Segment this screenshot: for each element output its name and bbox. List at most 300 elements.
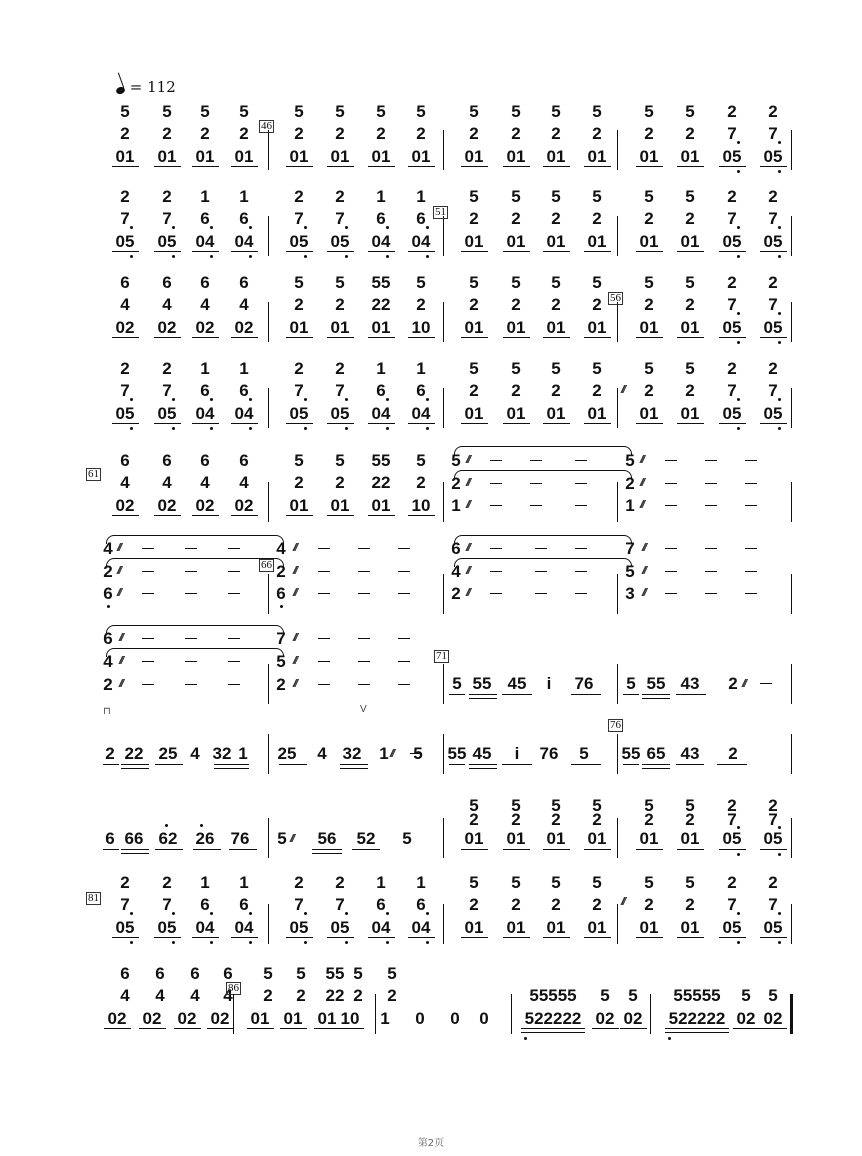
underline-beam [192, 423, 219, 424]
note-digit: 2 [644, 895, 654, 914]
octave-dot [345, 941, 348, 944]
quarter-note-icon [115, 86, 126, 96]
note-digit: 2 [239, 124, 249, 143]
octave-dot [172, 427, 175, 430]
octave-dot [304, 398, 307, 401]
hold-dash [490, 505, 502, 506]
note-digit: 55555 [529, 986, 577, 1005]
barline [268, 302, 269, 342]
octave-dot [737, 912, 740, 915]
underline-beam [676, 764, 704, 765]
octave-dot [778, 255, 781, 258]
note-digit: 2 [511, 895, 521, 914]
barline [791, 818, 792, 858]
note-digit: 2 [551, 209, 561, 228]
hold-dash [705, 460, 717, 461]
underline-beam [121, 853, 149, 854]
hold-dash [228, 571, 240, 572]
underline-beam [461, 337, 488, 338]
pitch-pair: 01 [115, 147, 135, 166]
note-digit: 5 [451, 451, 461, 470]
note-digit: 4 [200, 473, 210, 492]
pitch-pair: 02 [595, 1009, 615, 1028]
underline-beam [286, 251, 313, 252]
melody-note: 45 [472, 744, 492, 763]
note-digit: 2 [592, 209, 602, 228]
melody-note: 5 [626, 674, 636, 693]
underline-beam [584, 337, 611, 338]
melody-note: 2 [728, 744, 738, 763]
note-digit: 2 [200, 124, 210, 143]
octave-dot [172, 912, 175, 915]
note-digit: 5 [263, 964, 273, 983]
underline-beam [337, 1028, 364, 1029]
hold-dash [142, 571, 154, 572]
note-digit: 22 [325, 986, 345, 1005]
hold-dash [318, 548, 330, 549]
underline-beam [112, 937, 139, 938]
tremolo-mark: /// [117, 587, 121, 599]
pitch-pair: 01 [371, 318, 391, 337]
underline-beam [584, 423, 611, 424]
underline-beam [543, 166, 570, 167]
hold-dash [665, 483, 677, 484]
note-digit: 4 [103, 539, 113, 558]
hold-dash [228, 684, 240, 685]
pitch-pair: 0 [479, 1009, 489, 1028]
tremolo-mark: /// [640, 454, 644, 466]
underline-beam [461, 166, 488, 167]
octave-dot [778, 427, 781, 430]
note-digit: 1 [416, 873, 426, 892]
barline [617, 734, 618, 774]
barline [443, 904, 444, 944]
underline-beam [543, 251, 570, 252]
tremolo-mark: /// [293, 565, 297, 577]
pitch-pair: 01 [195, 147, 215, 166]
octave-dot [737, 226, 740, 229]
note-digit: 2 [592, 124, 602, 143]
note-digit: 7 [162, 895, 172, 914]
measure-number: 81 [88, 892, 99, 904]
hold-dash [575, 571, 587, 572]
tempo-marking [116, 78, 176, 96]
note-digit: 7 [768, 895, 778, 914]
underline-beam [584, 937, 611, 938]
underline-beam [620, 1028, 647, 1029]
note-digit: 4 [162, 473, 172, 492]
octave-dot [249, 912, 252, 915]
pitch-pair: 05 [763, 918, 783, 937]
note-digit: 2 [103, 675, 113, 694]
underline-beam [112, 423, 139, 424]
underline-beam [636, 251, 663, 252]
note-digit: 5 [625, 451, 635, 470]
octave-dot [778, 226, 781, 229]
note-digit: 5 [551, 796, 561, 815]
note-digit: 7 [768, 209, 778, 228]
tremolo-mark: /// [621, 384, 625, 396]
tremolo-mark: /// [742, 678, 746, 690]
note-digit: 1 [239, 873, 249, 892]
note-digit: 7 [294, 381, 304, 400]
note-digit: 1 [416, 187, 426, 206]
underline-beam [469, 698, 497, 699]
underline-beam [503, 166, 530, 167]
underline-beam [521, 1028, 585, 1029]
note-digit: 2 [387, 986, 397, 1005]
pitch-pair: 01 [464, 829, 484, 848]
note-digit: 2 [276, 675, 286, 694]
note-digit: 7 [768, 295, 778, 314]
note-digit: 2 [592, 381, 602, 400]
tremolo-mark: /// [466, 565, 470, 577]
note-digit: 5 [296, 964, 306, 983]
barline [617, 388, 618, 428]
note-digit: 2 [727, 796, 737, 815]
octave-dot [130, 912, 133, 915]
tempo-text: = 112 [129, 78, 176, 96]
pitch-pair: 01 [546, 318, 566, 337]
note-digit: 1 [200, 187, 210, 206]
note-digit: 2 [625, 474, 635, 493]
pitch-pair: 02 [623, 1009, 643, 1028]
hold-dash [490, 571, 502, 572]
hold-dash [185, 571, 197, 572]
underline-beam [192, 251, 219, 252]
underline-beam [139, 1028, 166, 1029]
pitch-pair: 04 [234, 918, 254, 937]
underline-beam [327, 337, 354, 338]
octave-dot [778, 941, 781, 944]
pitch-pair: 04 [195, 918, 215, 937]
tremolo-mark: /// [290, 833, 294, 845]
note-digit: 7 [294, 895, 304, 914]
measure-number: 86 [228, 982, 239, 994]
underline-beam [623, 694, 639, 695]
underline-beam [155, 849, 183, 850]
octave-dot [778, 170, 781, 173]
octave-dot [249, 941, 252, 944]
underline-beam [312, 853, 342, 854]
hold-dash [745, 460, 757, 461]
underline-beam [154, 937, 181, 938]
pitch-pair: 05 [115, 404, 135, 423]
underline-beam [636, 849, 663, 850]
octave-dot [172, 226, 175, 229]
underline-beam [469, 694, 497, 695]
pitch-pair: 05 [722, 404, 742, 423]
hold-dash [745, 548, 757, 549]
octave-dot [386, 255, 389, 258]
octave-dot [249, 255, 252, 258]
barline [617, 482, 618, 522]
pitch-pair: 01 [234, 147, 254, 166]
underline-beam [719, 166, 746, 167]
octave-dot [737, 826, 740, 829]
note-digit: 4 [162, 295, 172, 314]
note-digit: 7 [294, 209, 304, 228]
note-digit: 7 [120, 381, 130, 400]
octave-dot [737, 853, 740, 856]
octave-dot [386, 398, 389, 401]
pitch-pair: 01 [546, 829, 566, 848]
note-digit: 2 [162, 359, 172, 378]
octave-dot [210, 398, 213, 401]
hold-dash [228, 593, 240, 594]
note-digit: 6 [200, 209, 210, 228]
underline-beam [733, 1028, 760, 1029]
barline [791, 302, 792, 342]
underline-beam [502, 694, 532, 695]
pitch-pair: 01 [587, 318, 607, 337]
melody-note: 25 [277, 744, 297, 763]
underline-beam [174, 1028, 201, 1029]
octave-dot [345, 255, 348, 258]
note-digit: 1 [200, 359, 210, 378]
underline-beam [193, 849, 221, 850]
pitch-pair: 04 [371, 232, 391, 251]
underline-beam [121, 849, 149, 850]
note-digit: 2 [335, 124, 345, 143]
hold-dash [185, 593, 197, 594]
hold-dash [398, 548, 410, 549]
note-digit: 4 [120, 295, 130, 314]
barline [268, 818, 269, 858]
barline [511, 994, 512, 1034]
note-digit: 55 [325, 964, 345, 983]
hold-dash [185, 661, 197, 662]
barline [233, 994, 234, 1034]
melody-note: 66 [124, 829, 144, 848]
note-digit: 2 [416, 473, 426, 492]
note-digit: 2 [768, 273, 778, 292]
note-digit: 2 [294, 187, 304, 206]
bow-down-mark: ⊓ [103, 706, 111, 717]
hold-dash [490, 548, 502, 549]
underline-beam [408, 251, 435, 252]
underline-beam [461, 251, 488, 252]
note-digit: 2 [376, 124, 386, 143]
melody-note: 56 [317, 829, 337, 848]
note-digit: 4 [239, 295, 249, 314]
note-digit: 5 [511, 359, 521, 378]
octave-dot [200, 824, 203, 827]
note-digit: 5 [644, 187, 654, 206]
underline-beam [760, 423, 787, 424]
note-digit: 2 [335, 295, 345, 314]
underline-beam [112, 166, 139, 167]
pitch-pair: 04 [411, 232, 431, 251]
note-digit: 2 [162, 187, 172, 206]
pitch-pair: 04 [195, 404, 215, 423]
note-digit: 4 [223, 986, 233, 1005]
note-digit: 4 [120, 986, 130, 1005]
underline-beam [154, 337, 181, 338]
note-digit: 6 [200, 895, 210, 914]
note-digit: 5 [592, 873, 602, 892]
pitch-pair: 01 [371, 496, 391, 515]
note-digit: 7 [768, 810, 778, 829]
note-digit: 5 [511, 273, 521, 292]
pitch-pair: 01 [506, 318, 526, 337]
pitch-pair: 05 [722, 918, 742, 937]
note-digit: 2 [263, 986, 273, 1005]
melody-note: 22 [124, 744, 144, 763]
underline-beam [503, 849, 530, 850]
note-digit: 1 [625, 496, 635, 515]
note-digit: 5 [294, 273, 304, 292]
octave-dot [386, 427, 389, 430]
hold-dash [705, 593, 717, 594]
octave-dot [210, 427, 213, 430]
tremolo-mark: /// [293, 655, 297, 667]
note-digit: 5 [592, 273, 602, 292]
tie-bracket [454, 558, 632, 567]
pitch-pair: 04 [195, 232, 215, 251]
barline [443, 664, 444, 704]
hold-dash [665, 505, 677, 506]
underline-beam [192, 515, 219, 516]
octave-dot [778, 341, 781, 344]
note-digit: 1 [416, 359, 426, 378]
octave-dot [737, 427, 740, 430]
pitch-pair: 01 [411, 147, 431, 166]
underline-beam [408, 515, 435, 516]
tremolo-mark: /// [640, 499, 644, 511]
barline [268, 482, 269, 522]
note-digit: 2 [451, 474, 461, 493]
pitch-pair: 05 [115, 232, 135, 251]
melody-note: 1 [379, 744, 389, 763]
note-digit: 2 [685, 124, 695, 143]
note-digit: 1 [200, 873, 210, 892]
pitch-pair: 01 [680, 918, 700, 937]
note-digit: 6 [162, 273, 172, 292]
hold-dash [575, 548, 587, 549]
note-digit: 4 [276, 539, 286, 558]
hold-dash [358, 571, 370, 572]
note-digit: 5 [469, 102, 479, 121]
note-digit: 2 [727, 187, 737, 206]
note-digit: 6 [416, 209, 426, 228]
hold-dash [318, 661, 330, 662]
melody-note: 52 [356, 829, 376, 848]
underline-beam [449, 764, 465, 765]
underline-beam [677, 423, 704, 424]
barline [443, 130, 444, 170]
underline-beam [719, 423, 746, 424]
underline-beam [327, 937, 354, 938]
note-digit: 6 [223, 964, 233, 983]
underline-beam [231, 515, 258, 516]
octave-dot [249, 398, 252, 401]
octave-dot [210, 912, 213, 915]
underline-beam [677, 251, 704, 252]
hold-dash [535, 571, 547, 572]
note-digit: 2 [592, 295, 602, 314]
pitch-pair: 04 [411, 404, 431, 423]
hold-dash [705, 483, 717, 484]
pitch-pair: 01 [506, 232, 526, 251]
note-digit: 5 [592, 359, 602, 378]
pitch-pair: 05 [722, 829, 742, 848]
note-digit: 2 [294, 473, 304, 492]
barline [791, 130, 792, 170]
pitch-pair: 02 [763, 1009, 783, 1028]
underline-beam [214, 768, 249, 769]
note-digit: 5 [469, 273, 479, 292]
note-digit: 7 [335, 209, 345, 228]
note-digit: 7 [335, 381, 345, 400]
underline-beam [665, 1028, 729, 1029]
note-digit: 2 [768, 187, 778, 206]
underline-beam [469, 764, 497, 765]
note-digit: 4 [451, 562, 461, 581]
note-digit: 5 [741, 986, 751, 1005]
note-digit: 2 [644, 381, 654, 400]
underline-beam [543, 337, 570, 338]
melody-note: 62 [158, 829, 178, 848]
barline [268, 574, 269, 614]
underline-beam [408, 423, 435, 424]
pitch-pair: 02 [177, 1009, 197, 1028]
pitch-pair: 05 [115, 918, 135, 937]
hold-dash [575, 460, 587, 461]
hold-dash [575, 593, 587, 594]
hold-dash [745, 593, 757, 594]
underline-beam [503, 937, 530, 938]
note-digit: 5 [469, 187, 479, 206]
underline-beam [408, 337, 435, 338]
pitch-pair: 01 [289, 496, 309, 515]
barline [268, 130, 269, 170]
tie-bracket [106, 558, 284, 567]
measure-number: 46 [261, 120, 272, 132]
melody-note: 5 [579, 744, 589, 763]
pitch-pair: 02 [115, 318, 135, 337]
barline [617, 904, 618, 944]
pitch-pair: 01 [330, 318, 350, 337]
note-digit: 5 [294, 451, 304, 470]
underline-beam [154, 251, 181, 252]
underline-beam [340, 764, 368, 765]
tremolo-mark: /// [466, 542, 470, 554]
barline [375, 994, 376, 1034]
note-digit: 5 [551, 187, 561, 206]
hold-dash [745, 505, 757, 506]
note-digit: 7 [727, 895, 737, 914]
underline-beam [368, 937, 395, 938]
underline-beam [461, 937, 488, 938]
underline-beam [760, 1028, 787, 1029]
barline [443, 734, 444, 774]
underline-beam [207, 1028, 234, 1029]
underline-beam [642, 698, 670, 699]
pitch-pair: 05 [763, 232, 783, 251]
underline-beam [571, 694, 601, 695]
underline-beam [676, 694, 706, 695]
barline [617, 664, 618, 704]
note-digit: 5 [416, 451, 426, 470]
tremolo-mark: /// [640, 477, 644, 489]
octave-dot [386, 226, 389, 229]
melody-note: 55 [447, 744, 467, 763]
hold-dash [358, 638, 370, 639]
note-digit: 6 [120, 964, 130, 983]
pitch-pair: 0 [415, 1009, 425, 1028]
barline [791, 664, 792, 704]
